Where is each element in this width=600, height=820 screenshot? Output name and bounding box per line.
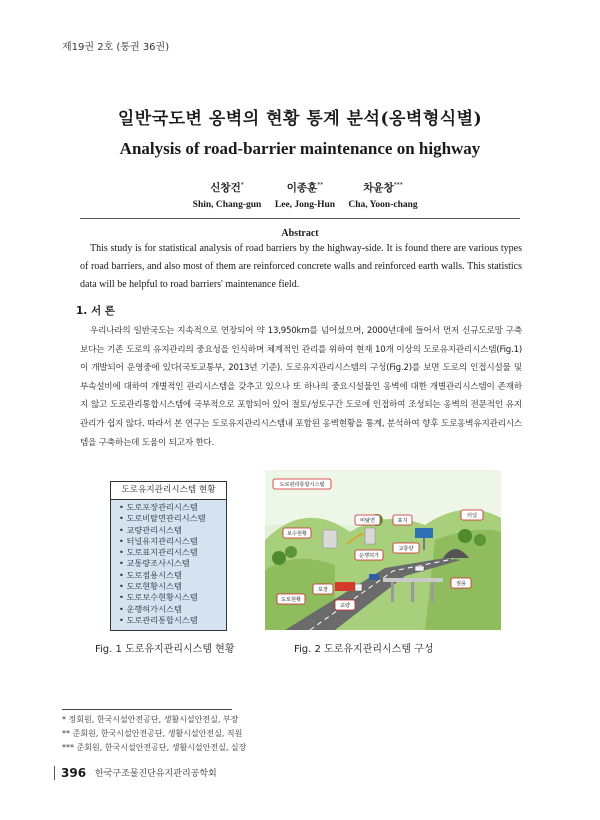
system-list-item: • 도로관리통합시스템 — [119, 615, 226, 626]
footnote: * 정회원, 한국시설안전공단, 생활시설안전실, 부장 — [62, 715, 239, 724]
label-integrated: 도로관리통합시스템 — [279, 482, 325, 488]
label-tunnel: 터널 — [466, 513, 478, 519]
road-system-illustration — [265, 470, 501, 630]
section-heading: 1. 서 론 — [76, 305, 115, 317]
figure-2-caption: Fig. 2 도로유지관리시스템 구성 — [294, 644, 434, 655]
figure-1-heading: 도로유지관리시스템 현황 — [111, 482, 226, 500]
author-name-ko: 차윤창 — [363, 182, 394, 194]
system-list — [111, 500, 226, 626]
author-name-en: Cha, Yoon-chang — [348, 200, 418, 210]
title-divider — [80, 218, 520, 219]
page-number: 396 — [54, 766, 86, 780]
system-list-item: • 도로점용시스템 — [119, 570, 226, 581]
paper-title-korean: 일반국도변 옹벽의 현황 통계 분석(옹벽형식별) — [117, 109, 483, 129]
system-list-item: • 도로현황시스템 — [119, 581, 226, 592]
figure-1-caption: Fig. 1 도로유지관리시스템 현황 — [95, 644, 235, 655]
label-traffic: 교통량 — [398, 546, 414, 552]
system-list-item: • 도로보수현황시스템 — [119, 592, 226, 603]
system-list-item: • 도로포장관리시스템 — [119, 502, 226, 513]
system-list-item: • 교통량조사시스템 — [119, 558, 226, 569]
abstract-heading: Abstract — [281, 228, 319, 239]
system-list-item: • 터널유지관리시스템 — [119, 536, 226, 547]
footnote-divider — [62, 709, 232, 710]
truck-shape — [335, 582, 355, 591]
author-name-ko: 신창건 — [210, 182, 241, 194]
author-name-ko: 이종훈 — [286, 182, 318, 194]
author-mark: ** — [317, 181, 324, 189]
label-repair: 보수현황 — [286, 531, 308, 537]
journal-name: 한국구조물진단유지관리공학회 — [95, 769, 217, 779]
figure-1-system-list — [110, 481, 227, 631]
author-mark: * — [240, 181, 244, 189]
author-3 — [328, 180, 438, 210]
system-list-item: • 도로비탈면관리시스템 — [119, 513, 226, 524]
author-name-en: Lee, Jong-Hun — [274, 200, 336, 210]
footnote: ** 준회원, 한국시설안전공단, 생활시설안전실, 직원 — [62, 729, 243, 738]
bridge-shape — [383, 578, 443, 582]
label-pavement: 포장 — [317, 587, 329, 593]
label-status: 도로현황 — [280, 597, 302, 603]
author-name-en: Shin, Chang-gun — [192, 200, 262, 210]
abstract-text: This study is for statistical analysis of road barriers by the highway-side. It is found there are various types of road barriers, and also most of them are reinforced concrete walls and reinforced earth walls. This statistics data will be helpful to road barriers' maintenance field. — [80, 243, 522, 290]
system-list-item: • 운행허가시스템 — [119, 604, 226, 615]
section-body: 우리나라의 일반국도는 지속적으로 연장되어 약 13,950km를 넘어섰으며, 2000년대에 들어서 먼저 신규도로망 구축보다는 기존 도로의 유지관리의 중요성을 인식하며 체계적인 관리를 위하여 현재 10개 이상의 도로유지관리시스템(Fig.1)이 개발되어 운영중에 있다(국토교통부, 2013년 기준). 도로유지관리시스템의 구성(Fig.2)를 보면 도로의 인접시설물 및 부속설비에 대하여 개별적인 관리시스템을 갖추고 있으나 또 하나의 중요시설물인 옹벽에 대한 개별관리시스템이 존재하지 않고 도로관리통합시스템에 국부적으로 포함되어 있어 절토/성토구간 도로에 인접하여 조성되는 옹벽의 전문적인 유지관리가 쉽지 않다. 따라서 본 연구는 도로유지관리시스템내 포함된 옹벽현황을 통계, 분석하여 향후 도로옹벽유지관리시스템을 구축하는데 도움이 되고자 한다. — [80, 326, 522, 448]
footnote: *** 준회원, 한국시설안전공단, 생활시설안전실, 실장 — [62, 743, 247, 752]
label-sign: 표지 — [397, 518, 408, 524]
label-occupancy: 점용 — [455, 581, 467, 587]
label-bridge: 교량 — [339, 603, 351, 609]
author-mark: *** — [393, 181, 403, 189]
system-list-item: • 도로표지관리시스템 — [119, 547, 226, 558]
footnotes — [62, 713, 246, 755]
journal-issue-header: 제19권 2호 (통권 36권) — [62, 42, 170, 53]
label-slope: 비탈면 — [359, 518, 376, 524]
paper-title-english: Analysis of road-barrier maintenance on highway — [119, 139, 481, 158]
label-permit: 운행허가 — [358, 553, 380, 559]
system-list-item: • 교량관리시스템 — [119, 525, 226, 536]
figure-2-illustration — [265, 470, 501, 630]
